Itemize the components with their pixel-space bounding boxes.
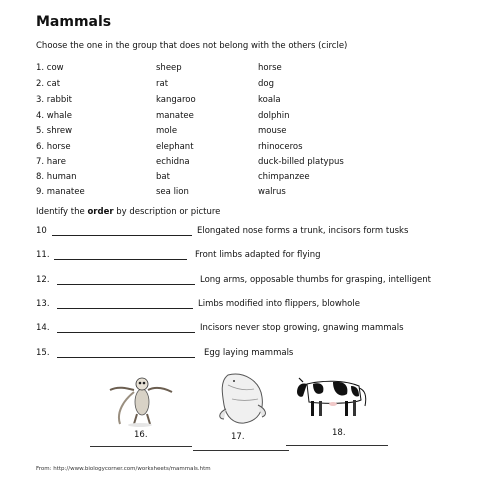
answer-blank[interactable] bbox=[90, 446, 192, 447]
group-item[interactable]: dog bbox=[258, 79, 274, 89]
question-number: 14. bbox=[36, 323, 50, 333]
question-number: 11. bbox=[36, 250, 50, 260]
group-item[interactable]: 8. human bbox=[36, 172, 77, 182]
question-description: Incisors never stop growing, gnawing mammals bbox=[200, 323, 404, 333]
group-item[interactable]: 7. hare bbox=[36, 157, 66, 167]
question-description: Limbs modified into flippers, blowhole bbox=[198, 299, 360, 309]
group-item[interactable]: elephant bbox=[156, 142, 194, 152]
group-item[interactable]: walrus bbox=[258, 187, 286, 197]
picture-label: 18. bbox=[332, 428, 346, 438]
group-item[interactable]: 9. manatee bbox=[36, 187, 85, 197]
answer-blank[interactable] bbox=[57, 357, 195, 358]
group-item[interactable]: 1. cow bbox=[36, 63, 64, 73]
footer-link[interactable]: http://www.biologycorner.com/worksheets/mammals.htm bbox=[53, 466, 211, 472]
cow-icon bbox=[293, 374, 375, 420]
group-item[interactable]: 4. whale bbox=[36, 111, 72, 121]
group-item[interactable]: mouse bbox=[258, 126, 287, 136]
group-item[interactable]: echidna bbox=[156, 157, 190, 167]
group-item[interactable]: rhinoceros bbox=[258, 142, 303, 152]
question-description: Elongated nose forms a trunk, incisors form tusks bbox=[197, 226, 409, 236]
instruction-text: by description or picture bbox=[113, 207, 221, 217]
manatee-icon bbox=[214, 369, 272, 427]
instruction-text: Identify the bbox=[36, 207, 88, 217]
group-item[interactable]: koala bbox=[258, 95, 281, 105]
picture-label: 16. bbox=[134, 430, 148, 440]
answer-blank[interactable] bbox=[52, 235, 192, 236]
group-item[interactable]: mole bbox=[156, 126, 178, 136]
group-item[interactable]: 2. cat bbox=[36, 79, 61, 89]
group-item[interactable]: rat bbox=[156, 79, 169, 89]
question-number: 15. bbox=[36, 348, 50, 358]
group-item[interactable]: horse bbox=[258, 63, 282, 73]
group-item[interactable]: chimpanzee bbox=[258, 172, 310, 182]
group-item[interactable]: dolphin bbox=[258, 111, 290, 121]
group-item[interactable]: 5. shrew bbox=[36, 126, 73, 136]
group-item[interactable]: 3. rabbit bbox=[36, 95, 73, 105]
group-item[interactable]: duck-billed platypus bbox=[258, 157, 344, 167]
instruction-circle: Choose the one in the group that does not belong with the others (circle) bbox=[36, 41, 348, 51]
question-number: 10 bbox=[36, 226, 47, 236]
question-number: 13. bbox=[36, 299, 50, 309]
answer-blank[interactable] bbox=[286, 445, 388, 446]
group-item[interactable]: sheep bbox=[156, 63, 182, 73]
answer-blank[interactable] bbox=[54, 259, 187, 260]
source-footer bbox=[36, 466, 211, 472]
lemur-icon bbox=[104, 372, 176, 428]
group-item[interactable]: bat bbox=[156, 172, 170, 182]
page-title: Mammals bbox=[36, 14, 112, 30]
instruction-bold: order bbox=[87, 207, 114, 217]
picture-label: 17. bbox=[231, 432, 245, 442]
answer-blank[interactable] bbox=[57, 332, 195, 333]
answer-blank[interactable] bbox=[193, 450, 289, 451]
group-item[interactable]: kangaroo bbox=[156, 95, 196, 105]
group-item[interactable]: 6. horse bbox=[36, 142, 71, 152]
instruction-identify bbox=[36, 207, 220, 217]
answer-blank[interactable] bbox=[57, 308, 193, 309]
group-item[interactable]: sea lion bbox=[156, 187, 189, 197]
question-number: 12. bbox=[36, 275, 50, 285]
question-description: Egg laying mammals bbox=[204, 348, 294, 358]
question-description: Front limbs adapted for flying bbox=[195, 250, 321, 260]
answer-blank[interactable] bbox=[57, 284, 195, 285]
footer-label: From: bbox=[36, 466, 52, 472]
group-item[interactable]: manatee bbox=[156, 111, 194, 121]
question-description: Long arms, opposable thumbs for grasping, intelligent bbox=[200, 275, 431, 285]
